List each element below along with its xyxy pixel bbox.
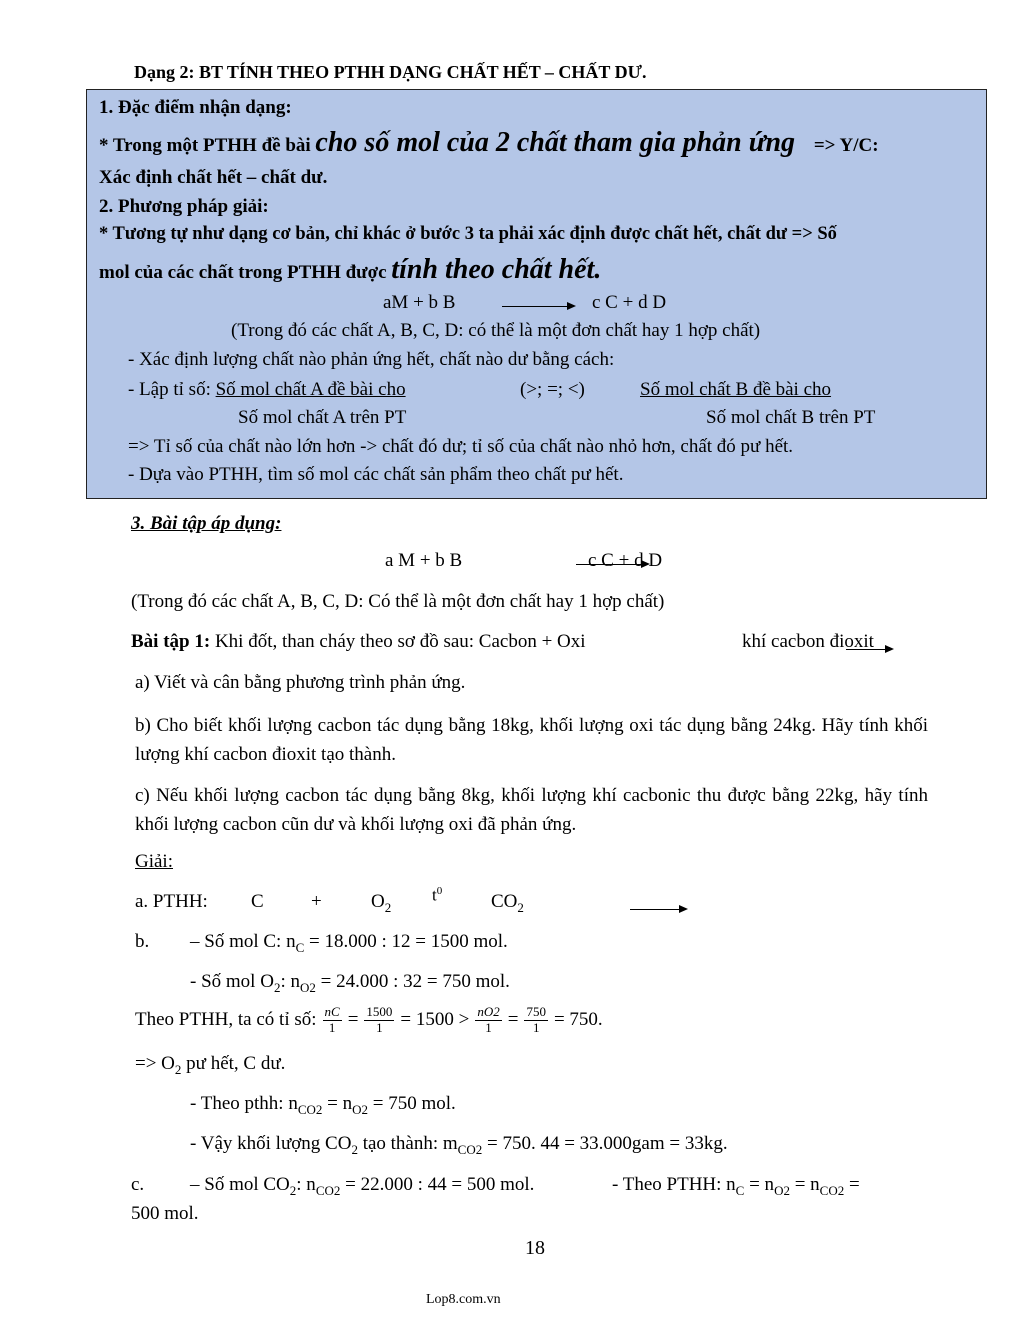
b6-text: - Vậy khối lượng CO [190, 1133, 352, 1154]
equation-right: c C + d D [588, 550, 663, 571]
box-line-1-start: * Trong một PTHH đề bài [99, 135, 316, 156]
box-line-2: Xác định chất hết – chất dư. [99, 167, 328, 188]
b1-result: = 18.000 : 12 = 1500 mol. [304, 931, 508, 952]
section-title: Dạng 2: BT TÍNH THEO PTHH DẠNG CHẤT HẾT – CHẤT DƯ. [134, 62, 647, 82]
fraction-1500-denominator: 1 [376, 1019, 383, 1035]
solution-c-line-1 [190, 1174, 534, 1199]
ratio-numerator-b: Số mol chất B đề bài cho [640, 379, 832, 400]
co2-symbol: CO [491, 891, 518, 912]
solution-c-label: c. [131, 1174, 145, 1195]
b5-result: = 750 mol. [368, 1093, 456, 1114]
solution-b-label: b. [135, 931, 150, 952]
heat-superscript: 0 [436, 885, 443, 897]
box-line-3: * Tương tự như dạng cơ bản, chỉ khác ở bước 3 ta phải xác định được chất hết, chất dư => Số [99, 224, 837, 244]
b2-text: - Số mol O [190, 971, 274, 992]
fraction-nc-numerator: nC [324, 1004, 340, 1020]
c1-subscript-5: CO2 [819, 1182, 845, 1198]
box-step-4: - Dựa vào PTHH, tìm số mol các chất sản phẩm theo chất pư hết. [128, 464, 624, 485]
question-c: c) Nếu khối lượng cacbon tác dụng bằng 8kg, khối lượng khí cacbonic thu được bằng 22kg, hãy tính khối lượng cacbon cũn dư và khối lượng oxi đã phản ứng. [135, 785, 928, 835]
solution-b-line-4 [135, 1053, 285, 1078]
equation-left: a M + b B [385, 550, 463, 571]
solution-b-line-2 [190, 971, 510, 996]
ratio-numerator-a: Số mol chất A đề bài cho [215, 379, 406, 400]
b4-text: => O [135, 1053, 175, 1074]
box-line-4-emphasis: tính theo chất hết [391, 254, 595, 285]
b5-subscript-1: CO2 [297, 1101, 323, 1117]
equals-sign: = [347, 1009, 359, 1030]
box-step-3: => Tỉ số của chất nào lớn hơn -> chất đó dư; tỉ số của chất nào nhỏ hơn, chất đó pư hết. [128, 436, 794, 457]
box-line-1-emphasis: cho số mol của 2 chất tham gia phản ứng [315, 127, 796, 158]
fraction-1500 [364, 1005, 394, 1035]
b1-text: – Số mol C: n [190, 931, 296, 952]
oxygen-symbol: O [371, 891, 385, 912]
fraction-750-denominator: 1 [532, 1019, 540, 1035]
fraction-nc [323, 1005, 342, 1035]
b6-text-2: tạo thành: m [357, 1133, 458, 1154]
page-number: 18 [525, 1237, 545, 1259]
ratio-compare: (>; =; <) [520, 379, 585, 400]
fraction-nc-denominator: 1 [328, 1019, 336, 1035]
heat-symbol: t [432, 885, 437, 905]
b5-text-2: = n [322, 1093, 353, 1114]
solution-a-product [491, 891, 524, 916]
exercise-1-product: khí cacbon đioxit [742, 631, 874, 652]
solution-a-carbon: C [251, 891, 264, 912]
note: (Trong đó các chất A, B, C, D: Có thể là một đơn chất hay 1 hợp chất) [131, 591, 665, 612]
box-line-4 [99, 254, 601, 286]
solution-c-line-2: 500 mol. [131, 1203, 199, 1224]
fraction-no2 [475, 1005, 501, 1035]
box-step-2 [128, 379, 406, 401]
box-line-4-start: mol của các chất trong PTHH được [99, 262, 392, 283]
oxygen-subscript: 2 [384, 899, 392, 915]
box-step-2-label: - Lập tỉ số: [128, 379, 216, 400]
exercise-1 [131, 631, 586, 653]
ratio-denominator-a: Số mol chất A trên PT [238, 407, 407, 428]
solution-a-oxygen [371, 891, 391, 916]
fraction-750-numerator: 750 [526, 1004, 546, 1020]
exercise-1-text: Khi đốt, than cháy theo sơ đồ sau: Cacbon + Oxi [210, 631, 586, 652]
c1-subscript-1: 2 [289, 1182, 297, 1198]
b6-result: = 750. 44 = 33.000gam = 33kg. [482, 1133, 728, 1154]
box-step-1: - Xác định lượng chất nào phản ứng hết, chất nào dư bằng cách: [128, 349, 615, 370]
question-b: b) Cho biết khối lượng cacbon tác dụng bằng 18kg, khối lượng oxi tác dụng bằng 24kg. Hãy tính khối lượng khí cacbon đioxit tạo thành. [135, 715, 928, 765]
solution-heading: Giải: [135, 851, 173, 872]
fraction-no2-denominator: 1 [485, 1019, 492, 1035]
fraction-750 [524, 1005, 548, 1035]
box-line-1 [99, 127, 879, 159]
solution-b-line-5 [190, 1093, 456, 1118]
box-equation-left: aM + b B [383, 292, 456, 313]
b4-result: pư hết, C dư. [181, 1053, 286, 1074]
question-a: a) Viết và cân bằng phương trình phản ứng. [135, 672, 466, 693]
equals-sign: = [507, 1009, 519, 1030]
exercise-1-label: Bài tập 1: [131, 631, 211, 652]
b5-text: - Theo pthh: n [190, 1093, 298, 1114]
c1-text-5: = n [789, 1174, 820, 1195]
c1-result: = 22.000 : 44 = 500 mol. [340, 1174, 535, 1195]
box-heading-1: 1. Đặc điểm nhận dạng: [99, 97, 292, 118]
solution-a-plus: + [311, 891, 322, 912]
solution-a-label: a. PTHH: [135, 891, 208, 912]
box-line-4-dot: . [594, 254, 602, 285]
b5-subscript-2: O2 [352, 1101, 369, 1117]
box-equation-right: c C + d D [592, 292, 667, 313]
solution-c-line-1b [612, 1174, 860, 1199]
footer-site: Lop8.com.vn [426, 1292, 501, 1307]
heat-condition [432, 885, 442, 906]
ratio-denominator-b: Số mol chất B trên PT [706, 407, 876, 428]
ratio-compare-text: = 1500 > [400, 1009, 470, 1030]
b1-subscript: C [295, 939, 305, 955]
ratio-text: Theo PTHH, ta có tỉ số: [135, 1009, 317, 1030]
c1-text-3: - Theo PTHH: n [612, 1174, 736, 1195]
fraction-1500-numerator: 1500 [366, 1004, 393, 1020]
c1-text-4: = n [744, 1174, 775, 1195]
ratio-result: = 750. [553, 1009, 603, 1030]
b2-text-2: : n [280, 971, 300, 992]
section-3-heading: 3. Bài tập áp dụng: [131, 513, 282, 534]
reaction-arrow-icon [502, 300, 576, 312]
solution-b-line-1 [190, 931, 508, 956]
c1-subscript-4: O2 [774, 1182, 790, 1198]
box-line-1-end: => Y/C: [809, 135, 879, 156]
b2-subscript-1: 2 [273, 979, 281, 995]
co2-subscript: 2 [517, 899, 524, 915]
b6-subscript-1: 2 [351, 1141, 358, 1157]
b2-result: = 24.000 : 32 = 750 mol. [315, 971, 510, 992]
solution-b-ratio [135, 1000, 603, 1040]
c1-text-6: = [844, 1174, 860, 1195]
c1-subscript-3: C [735, 1182, 745, 1198]
fraction-no2-numerator: nO2 [477, 1004, 500, 1020]
b2-subscript-2: O2 [299, 979, 316, 995]
reaction-arrow-icon [630, 903, 688, 915]
c1-text-2: : n [296, 1174, 316, 1195]
solution-b-line-6 [190, 1133, 728, 1158]
b6-subscript-2: CO2 [457, 1141, 483, 1157]
b4-subscript: 2 [174, 1061, 182, 1077]
c1-text: – Số mol CO [190, 1174, 290, 1195]
box-note: (Trong đó các chất A, B, C, D: có thể là một đơn chất hay 1 hợp chất) [231, 320, 761, 341]
c1-subscript-2: CO2 [315, 1182, 341, 1198]
box-heading-2: 2. Phương pháp giải: [99, 196, 269, 217]
